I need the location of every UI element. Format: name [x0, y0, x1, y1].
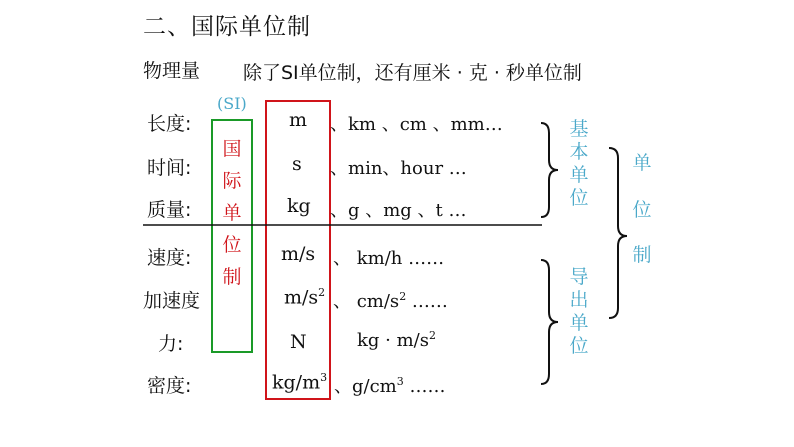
- base-brace: [541, 123, 558, 217]
- si-unit-density: $kg/m^3$: [272, 371, 328, 394]
- si-char-1: 国: [222, 138, 242, 160]
- si-char-3: 单: [222, 202, 242, 224]
- other-units-time: 、min、hour …: [330, 158, 467, 179]
- qty-acceleration: 加速度: [143, 290, 201, 312]
- qty-length: 长度:: [147, 113, 192, 135]
- qty-velocity: 速度:: [147, 247, 192, 269]
- qty-force: 力:: [158, 333, 184, 355]
- system-label-char-1: 单: [632, 152, 652, 174]
- derived-brace: [541, 260, 558, 384]
- other-units-acceleration: 、 $cm/s^2$ ……: [333, 290, 448, 312]
- si-char-5: 制: [222, 266, 242, 288]
- derived-label-char-3: 单: [569, 312, 589, 334]
- other-units-velocity: 、 km/h ……: [333, 248, 445, 269]
- base-label-char-1: 基: [569, 118, 589, 140]
- page-title: 二、国际单位制: [143, 14, 311, 40]
- si-char-2: 际: [222, 170, 242, 192]
- si-char-4: 位: [222, 234, 242, 256]
- derived-label-char-2: 出: [569, 289, 589, 311]
- si-unit-acceleration: $m/s^2$: [284, 286, 326, 309]
- si-unit-velocity: m/s: [281, 243, 316, 265]
- si-unit-length: m: [289, 109, 308, 131]
- si-unit-force: N: [290, 331, 307, 353]
- system-brace: [609, 148, 627, 318]
- other-units-mass: 、g 、mg 、t …: [330, 200, 467, 221]
- qty-mass: 质量:: [147, 199, 192, 221]
- base-label-char-3: 单: [569, 164, 589, 186]
- system-label-char-2: 位: [632, 199, 652, 221]
- si-unit-time: s: [292, 153, 302, 175]
- si-label: (SI): [217, 94, 247, 113]
- qty-density: 密度:: [147, 375, 192, 397]
- other-units-length: 、km 、cm 、mm…: [330, 114, 503, 135]
- other-units-force: kg · $m/s^2$: [357, 329, 436, 351]
- derived-label-char-4: 位: [569, 335, 589, 357]
- base-label-char-2: 本: [569, 141, 589, 163]
- base-label-char-4: 位: [569, 187, 589, 209]
- system-label-char-3: 制: [632, 244, 652, 266]
- subtitle-physical-quantity: 物理量: [143, 60, 201, 82]
- si-unit-mass: kg: [287, 195, 311, 217]
- subtitle-note: 除了SI单位制，还有厘米 · 克 · 秒单位制: [243, 62, 582, 84]
- derived-label-char-1: 导: [569, 266, 589, 288]
- qty-time: 时间:: [147, 157, 192, 179]
- other-units-density: 、$g/cm^3$ ……: [334, 375, 446, 397]
